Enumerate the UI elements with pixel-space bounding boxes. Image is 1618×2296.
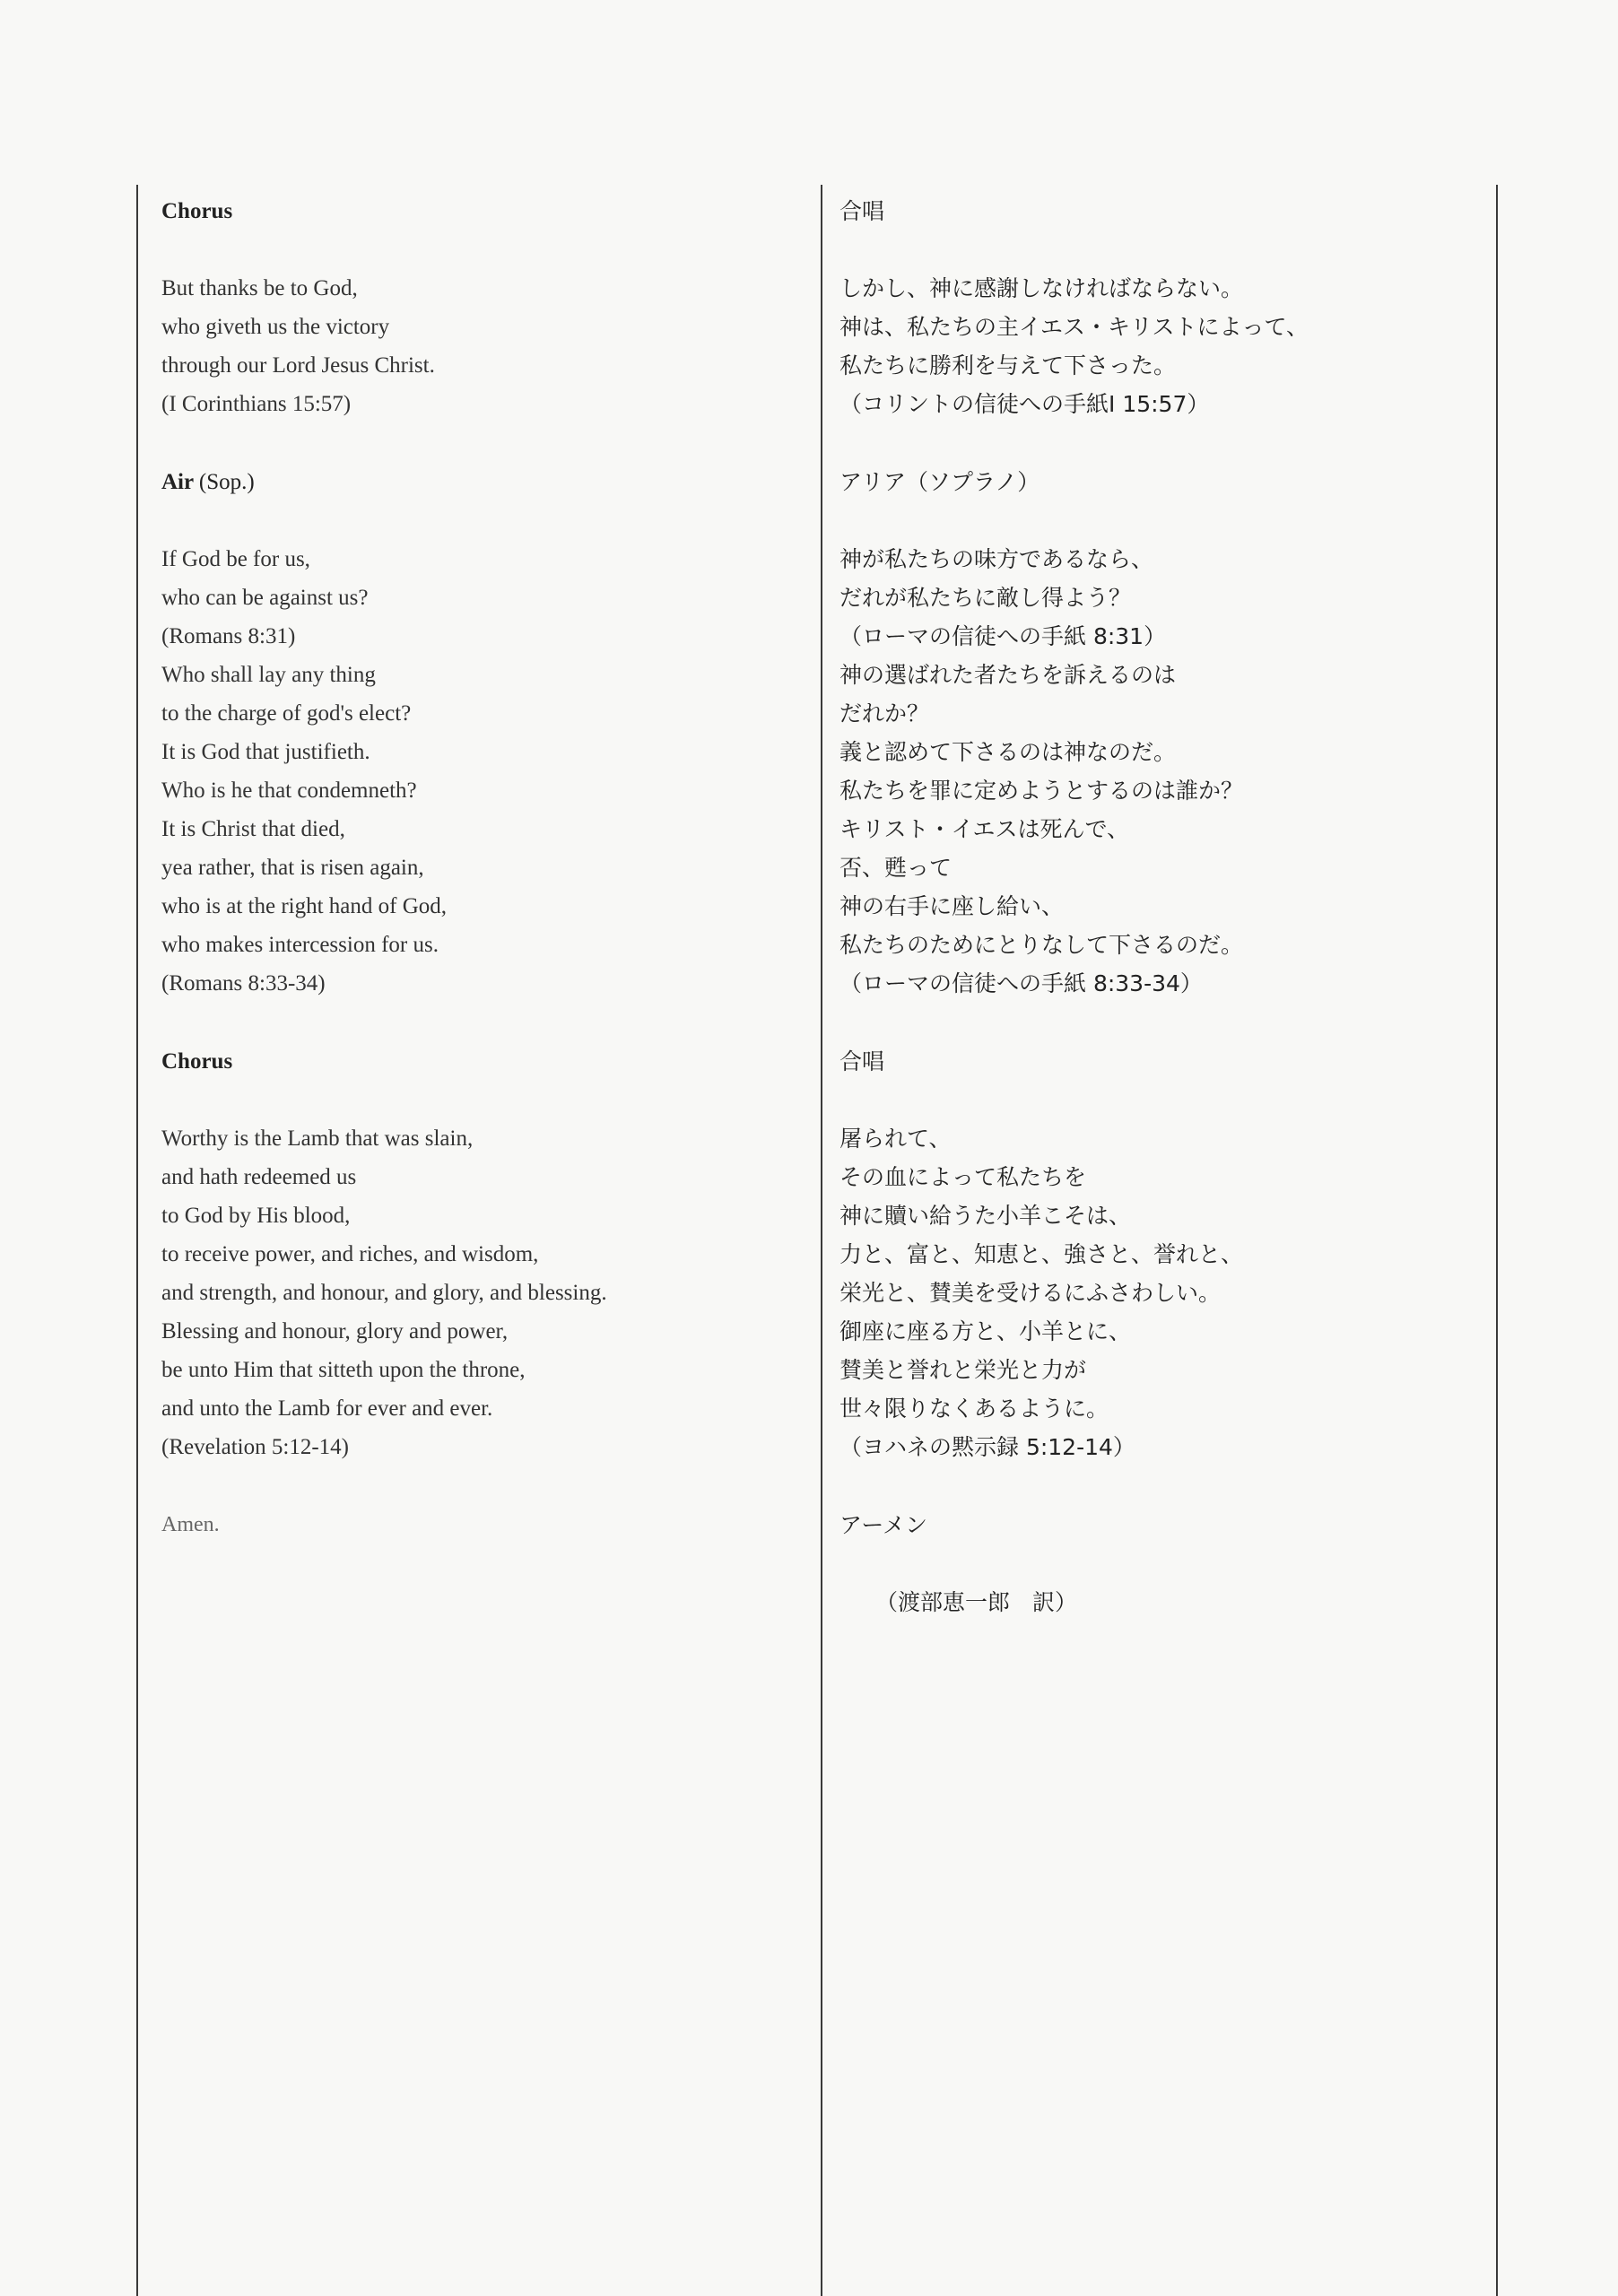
- air-line-en: who can be against us?: [161, 586, 369, 610]
- air-line-ja: 私たちのためにとりなして下さるのだ。: [839, 932, 1244, 958]
- air-line-en: yea rather, that is risen again,: [161, 856, 424, 880]
- air-reference-ja: （ローマの信徒への手紙 8:31）: [839, 623, 1167, 649]
- air-line-ja: 義と認めて下さるのは神なのだ。: [839, 739, 1177, 765]
- chorus2-line-en: to God by His blood,: [161, 1204, 351, 1228]
- chorus2-line-en: Blessing and honour, glory and power,: [161, 1319, 509, 1344]
- chorus2-line-ja: 力と、富と、知恵と、強さと、誉れと、: [839, 1241, 1244, 1267]
- chorus1-heading-ja: 合唱: [839, 198, 885, 224]
- air-line-en: It is Christ that died,: [161, 817, 345, 841]
- air-line-ja: 神の右手に座し給い、: [839, 893, 1065, 919]
- right-rule: [1496, 185, 1498, 2296]
- amen-en: Amen.: [161, 1513, 220, 1536]
- chorus1-line-ja: 神は、私たちの主イエス・キリストによって、: [839, 314, 1309, 340]
- air-line-ja: キリスト・イエスは死んで、: [839, 816, 1130, 842]
- air-heading-en: [161, 463, 807, 501]
- translator-credit: （渡部恵一郎 訳）: [875, 1589, 1078, 1615]
- air-line-ja: 神の選ばれた者たちを訴えるのは: [839, 662, 1177, 688]
- air-line-en: who is at the right hand of God,: [161, 894, 448, 918]
- air-line-ja: だれか？: [839, 700, 930, 726]
- japanese-column: [839, 192, 1467, 1622]
- chorus1-line-en: through our Lord Jesus Christ.: [161, 353, 435, 378]
- air-line-en: to the charge of god's elect?: [161, 701, 412, 726]
- chorus2-line-ja: 世々限りなくあるように。: [839, 1396, 1109, 1422]
- chorus1-line-ja: 私たちに勝利を与えて下さった。: [839, 352, 1177, 378]
- chorus1-heading-en: Chorus: [161, 199, 233, 223]
- chorus2-line-en: and unto the Lamb for ever and ever.: [161, 1396, 493, 1421]
- chorus2-heading-ja: 合唱: [839, 1048, 885, 1074]
- chorus2-reference-en: (Revelation 5:12-14): [161, 1435, 349, 1459]
- amen-ja: アーメン: [839, 1512, 928, 1538]
- air-line-ja: 神が私たちの味方であるなら、: [839, 546, 1154, 572]
- chorus1-line-en: who giveth us the victory: [161, 315, 390, 339]
- air-heading-ja: アリア（ソプラノ）: [839, 469, 1040, 495]
- air-line-ja: だれが私たちに敵し得よう？: [839, 585, 1132, 611]
- chorus1-line-en: But thanks be to God,: [161, 276, 358, 300]
- air-line-ja: 私たちを罪に定めようとするのは誰か？: [839, 778, 1244, 804]
- chorus2-line-ja: 屠られて、: [839, 1126, 952, 1152]
- air-reference-ja: （ローマの信徒への手紙 8:33-34）: [839, 970, 1203, 996]
- air-reference-en: (Romans 8:33-34): [161, 971, 326, 996]
- air-voice-en: (Sop.): [198, 470, 255, 494]
- chorus2-line-ja: 栄光と、賛美を受けるにふさわしい。: [839, 1280, 1222, 1306]
- left-rule: [136, 185, 138, 2296]
- chorus1-reference-ja: （コリントの信徒への手紙Ⅰ 15:57）: [839, 391, 1210, 417]
- air-line-en: It is God that justifieth.: [161, 740, 370, 764]
- air-line-en: Who shall lay any thing: [161, 663, 376, 687]
- air-line-en: Who is he that condemneth?: [161, 778, 417, 803]
- chorus2-line-ja: 神に贖い給うた小羊こそは、: [839, 1203, 1132, 1229]
- chorus2-line-en: be unto Him that sitteth upon the throne,: [161, 1358, 526, 1382]
- chorus2-line-ja: 賛美と誉れと栄光と力が: [839, 1357, 1087, 1383]
- center-rule: [821, 185, 822, 2296]
- chorus2-heading-en: Chorus: [161, 1049, 233, 1074]
- chorus2-line-en: and strength, and honour, and glory, and blessing.: [161, 1281, 607, 1305]
- air-reference-en: (Romans 8:31): [161, 624, 296, 648]
- air-line-en: who makes intercession for us.: [161, 933, 439, 957]
- chorus2-line-en: Worthy is the Lamb that was slain,: [161, 1126, 474, 1151]
- chorus2-line-ja: その血によって私たちを: [839, 1164, 1087, 1190]
- chorus2-line-ja: 御座に座る方と、小羊とに、: [839, 1318, 1132, 1344]
- chorus1-reference-en: (I Corinthians 15:57): [161, 392, 352, 416]
- air-heading-label-en: Air: [161, 470, 194, 494]
- air-line-ja: 否、甦って: [839, 855, 953, 881]
- air-line-en: If God be for us,: [161, 547, 310, 571]
- chorus1-line-ja: しかし、神に感謝しなければならない。: [839, 275, 1244, 301]
- chorus2-line-en: to receive power, and riches, and wisdom,: [161, 1242, 539, 1266]
- chorus2-line-en: and hath redeemed us: [161, 1165, 357, 1189]
- english-column: [161, 192, 807, 1544]
- chorus2-reference-ja: （ヨハネの黙示録 5:12-14）: [839, 1434, 1135, 1460]
